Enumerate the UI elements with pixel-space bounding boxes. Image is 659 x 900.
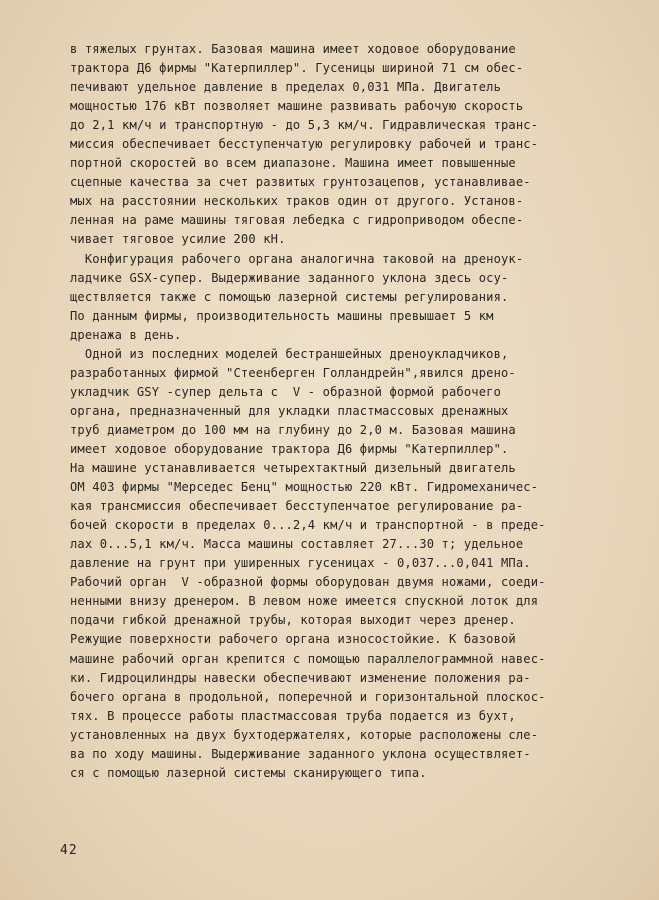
text-line: сцепные качества за счет развитых грунтозацепов, устанавливае-: [70, 175, 531, 190]
text-line: укладчик GSY -супер дельта с V - образной формой рабочего: [70, 384, 502, 399]
text-line: Рабочий орган V -образной формы оборудован двумя ножами, соеди-: [70, 575, 546, 590]
text-line: Одной из последних моделей бестраншейных дреноукладчиков,: [70, 346, 509, 361]
text-line: На машине устанавливается четырехтактный дизельный двигатель: [70, 461, 516, 476]
text-line: ществляется также с помощью лазерной системы регулирования.: [70, 289, 509, 304]
text-line: дренажа в день.: [70, 327, 182, 342]
text-line: в тяжелых грунтах. Базовая машина имеет ходовое оборудование: [70, 42, 516, 56]
text-line: ки. Гидроцилиндры навески обеспечивают изменение положения ра-: [70, 670, 531, 685]
text-line: мощностью 176 кВт позволяет машине развивать рабочую скорость: [70, 99, 524, 114]
text-line: По данным фирмы, производительность машины превышает 5 км: [70, 308, 494, 323]
text-line: разработанных фирмой "Стеенберген Голландрейн",явился дрено-: [70, 365, 516, 380]
text-line: лах 0...5,1 км/ч. Масса машины составляет 27...30 т; удельное: [70, 537, 524, 552]
text-line: портной скоростей во всем диапазоне. Машина имеет повышенные: [70, 156, 516, 171]
body-text: [70, 40, 615, 783]
text-line: ленная на раме машины тяговая лебедка с гидроприводом обеспе-: [70, 213, 524, 228]
text-line: давление на грунт при уширенных гусеницах - 0,037...0,041 МПа.: [70, 556, 531, 571]
text-line: тях. В процессе работы пластмассовая труба подается из бухт,: [70, 708, 516, 723]
text-line: ся с помощью лазерной системы сканирующего типа.: [70, 765, 427, 780]
text-line: машине рабочий орган крепится с помощью параллелограммной навес-: [70, 651, 546, 666]
text-line: ненными внизу дренером. В левом ноже имеется спускной лоток для: [70, 594, 539, 609]
text-line: имеет ходовое оборудование трактора Д6 фирмы "Катерпиллер".: [70, 441, 509, 456]
text-line: печивают удельное давление в пределах 0,031 МПа. Двигатель: [70, 80, 502, 95]
text-line: установленных на двух бухтодержателях, которые расположены сле-: [70, 727, 539, 742]
text-line: трактора Д6 фирмы "Катерпиллер". Гусеницы шириной 71 см обес-: [70, 61, 524, 76]
text-line: мых на расстоянии нескольких траков один от другого. Установ-: [70, 194, 524, 209]
text-line: подачи гибкой дренажной трубы, которая выходит через дренер.: [70, 613, 516, 628]
text-line: до 2,1 км/ч и транспортную - до 5,3 км/ч. Гидравлическая транс-: [70, 118, 539, 133]
text-line: бочей скорости в пределах 0...2,4 км/ч и транспортной - в преде-: [70, 518, 546, 533]
text-line: ладчике GSX-супер. Выдерживание заданного уклона здесь осу-: [70, 270, 509, 285]
text-line: органа, предназначенный для укладки пластмассовых дренажных: [70, 403, 509, 418]
text-line: Режущие поверхности рабочего органа износостойкие. К базовой: [70, 632, 516, 647]
text-line: ва по ходу машины. Выдерживание заданного уклона осуществляет-: [70, 746, 531, 761]
text-line: миссия обеспечивает бесступенчатую регулировку рабочей и транс-: [70, 137, 539, 152]
page-number: 42: [60, 843, 78, 858]
text-line: бочего органа в продольной, поперечной и горизонтальной плоскос-: [70, 689, 546, 704]
text-line: ОМ 403 фирмы "Мерседес Бенц" мощностью 220 кВт. Гидромеханичес-: [70, 480, 539, 495]
text-line: труб диаметром до 100 мм на глубину до 2,0 м. Базовая машина: [70, 422, 516, 437]
text-line: Конфигурация рабочего органа аналогична таковой на дреноук-: [70, 251, 524, 266]
text-line: кая трансмиссия обеспечивает бесступенчатое регулирование ра-: [70, 499, 524, 514]
text-line: чивает тяговое усилие 200 кН.: [70, 232, 286, 247]
